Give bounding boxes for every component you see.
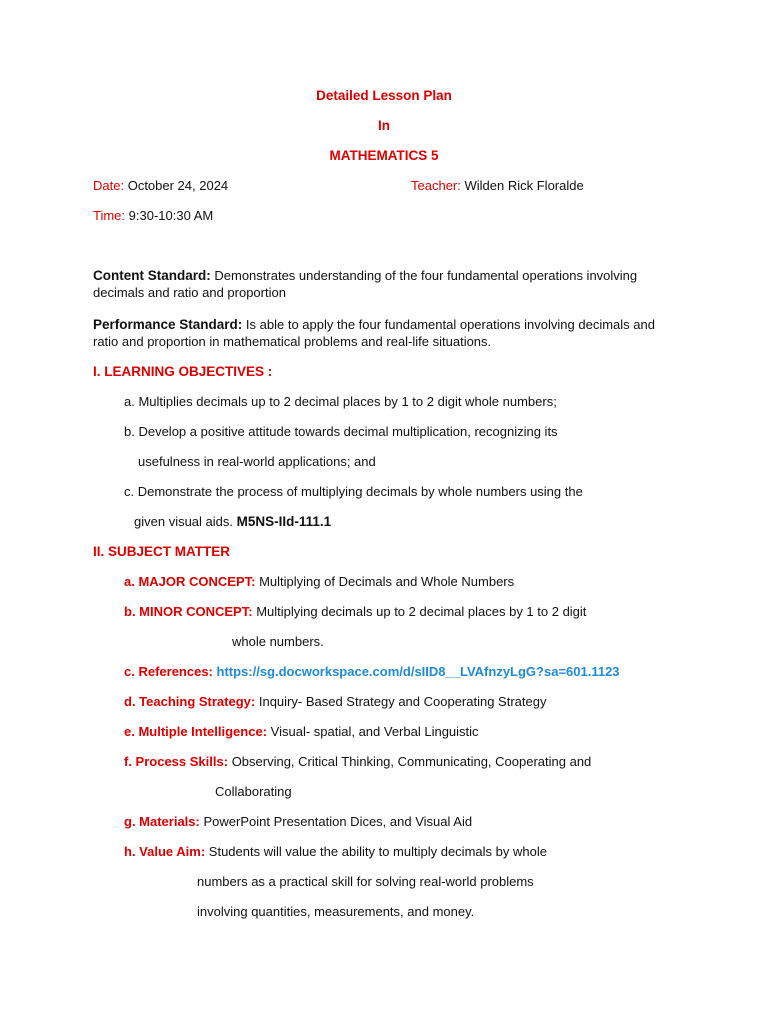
multiple-intelligence-row: [124, 724, 479, 740]
materials-text: PowerPoint Presentation Dices, and Visual Aid: [203, 814, 473, 829]
subject-matter-heading: II. SUBJECT MATTER: [93, 544, 231, 559]
minor-concept-label: b. MINOR CONCEPT:: [124, 604, 253, 619]
content-standard: [93, 267, 683, 301]
performance-standard-text: Is able to apply the four fundamental operations involving decimals and ratio and proportion in mathematical problems and real-life situations.: [93, 317, 655, 349]
date-value: October 24, 2024: [127, 178, 229, 193]
content-standard-label: Content Standard:: [93, 268, 211, 283]
process-skills-row: [124, 754, 591, 770]
objective-c-line1: c. Demonstrate the process of multiplying decimals by whole numbers using the: [124, 484, 583, 499]
teaching-strategy-text: Inquiry- Based Strategy and Cooperating Strategy: [258, 694, 547, 709]
materials-label: g. Materials:: [124, 814, 200, 829]
competency-code: M5NS-IId-111.1: [236, 514, 332, 529]
minor-concept-continued: whole numbers.: [232, 634, 324, 649]
time-value: 9:30-10:30 AM: [128, 208, 214, 223]
time-label: Time:: [93, 208, 126, 223]
teaching-strategy-row: [124, 694, 546, 710]
performance-standard-label: Performance Standard:: [93, 317, 243, 332]
major-concept-row: [124, 574, 514, 590]
objective-c-line2: [134, 514, 331, 530]
major-concept-text: Multiplying of Decimals and Whole Numbers: [259, 574, 515, 589]
teacher-label: Teacher:: [411, 178, 461, 193]
value-aim-label: h. Value Aim:: [124, 844, 206, 859]
process-skills-label: f. Process Skills:: [124, 754, 229, 769]
minor-concept-row: [124, 604, 586, 620]
process-skills-continued: Collaborating: [215, 784, 292, 799]
content-standard-text: Demonstrates understanding of the four fundamental operations involving decimals and ratio and proportion: [93, 268, 638, 300]
objective-b-line2: usefulness in real-world applications; and: [138, 454, 376, 469]
major-concept-label: a. MAJOR CONCEPT:: [124, 574, 256, 589]
value-aim-row: [124, 844, 547, 860]
teaching-strategy-label: d. Teaching Strategy:: [124, 694, 256, 709]
references-row: [124, 664, 620, 680]
multiple-intelligence-label: e. Multiple Intelligence:: [124, 724, 268, 739]
teacher-row: [411, 178, 584, 194]
date-row: [93, 178, 228, 194]
document-title: Detailed Lesson Plan: [316, 88, 452, 103]
performance-standard: [93, 316, 683, 350]
references-link[interactable]: https://sg.docworkspace.com/d/sIID8__LVAfnzyLgG?sa=601.1123: [216, 664, 620, 679]
references-label: c. References:: [124, 664, 213, 679]
multiple-intelligence-text: Visual- spatial, and Verbal Linguistic: [270, 724, 479, 739]
document-subject: MATHEMATICS 5: [329, 148, 439, 163]
value-aim-continued-1: numbers as a practical skill for solving real-world problems: [197, 874, 534, 889]
minor-concept-text: Multiplying decimals up to 2 decimal places by 1 to 2 digit: [256, 604, 587, 619]
objective-c-text: given visual aids.: [134, 514, 233, 529]
objective-a: a. Multiplies decimals up to 2 decimal places by 1 to 2 digit whole numbers;: [124, 394, 557, 409]
objective-b-line1: b. Develop a positive attitude towards decimal multiplication, recognizing its: [124, 424, 558, 439]
process-skills-text: Observing, Critical Thinking, Communicating, Cooperating and: [231, 754, 592, 769]
materials-row: [124, 814, 472, 830]
value-aim-continued-2: involving quantities, measurements, and money.: [197, 904, 475, 919]
time-row: [93, 208, 213, 224]
date-label: Date:: [93, 178, 125, 193]
learning-objectives-heading: I. LEARNING OBJECTIVES :: [93, 364, 273, 379]
document-title-connector: In: [378, 118, 390, 133]
teacher-value: Wilden Rick Floralde: [464, 178, 584, 193]
value-aim-text: Students will value the ability to multiply decimals by whole: [208, 844, 547, 859]
